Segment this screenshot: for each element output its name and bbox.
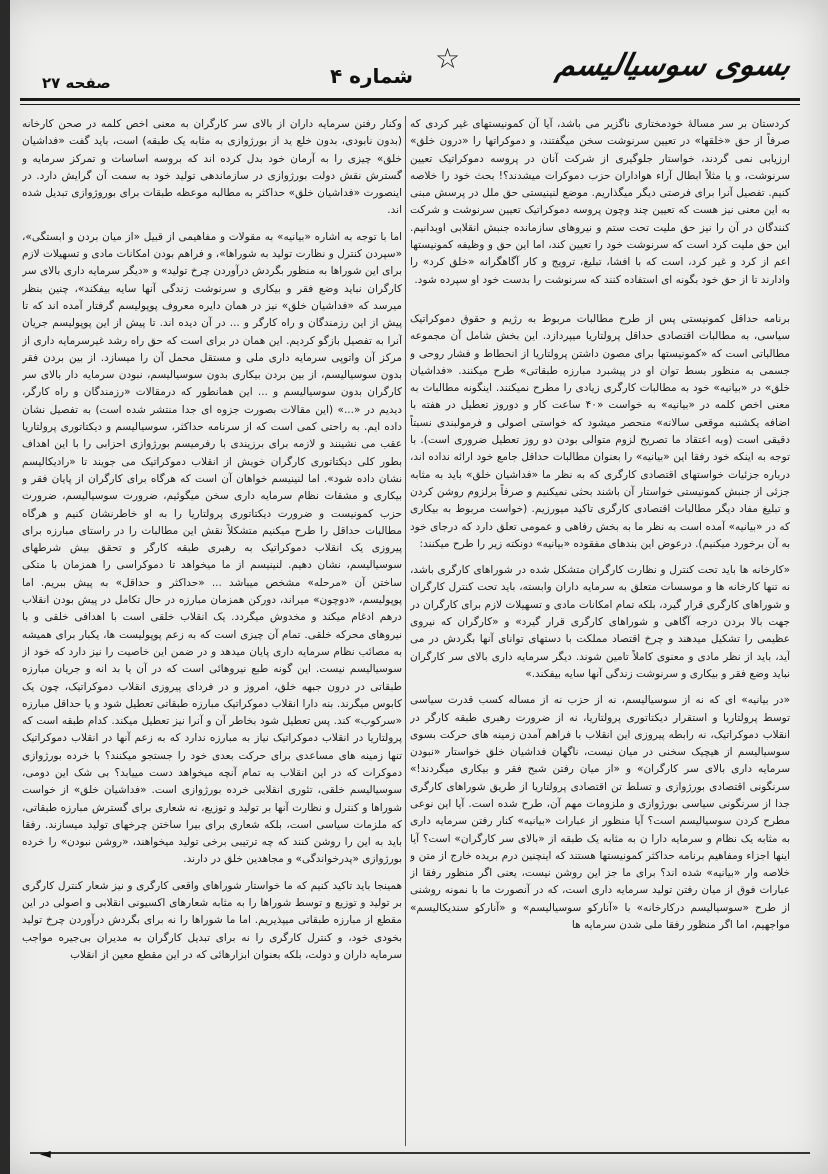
right-column <box>410 116 790 1146</box>
scan-edge <box>0 0 10 1174</box>
footer-rule <box>30 1152 810 1154</box>
column-divider <box>405 116 406 1146</box>
left-column <box>22 116 402 1156</box>
masthead-title: بسوی سوسیالیسم <box>552 48 794 83</box>
issue-number: شماره ۴ <box>330 64 414 88</box>
paragraph: کردستان بر سر مسالهٔ خودمختاری ناگزیر می باشد، آیا آن کمونیستهای غیر کردی که صرفاً از حق «خلقها» در تعیین سرنوشت سخن میگفتند، و دموکراتها را «درون خلق» ارزیابی نمی گردند، خواستار جلوگیری از شرکت آنان در پروسه دموکراتیک تعیین سرنوشت، و یا مثلاً ابطال آراء هواداران حزب دموکرات میشدند؟! بحث خود را خلاصه کنیم. تفصیل آنرا برای فرصتی دیگر میگذاریم. موضع لنینیستی حق ملل در پرسش مبنی به این معنی نیز هست که تعیین چند وچون پروسه دموکراتیک تعیین سرنوشت و شرکت کنندگان در آن را نیز حق ملیت تحت ستم و نیروهای سازمانده جنبش انقلابی اوبدانیم. این حق ملیت کرد است که سرنوشت خود را تعیین کند، اما این حق و وظیفه کمونیستها اعم از کرد و غیر کرد، است که با افشا، تبلیغ، ترویج و کار آگاهگرانه «خلق کرد» را وادارند تا از حق خود بگونه ای استفاده کنند که سرنوشت را بدست خود او سپرده شود. <box>410 118 790 286</box>
paragraph: همینجا باید تاکید کنیم که ما خواستار شوراهای واقعی کارگری و نیز شعار کنترل کارگری بر تولید و توزیع و توسط شوراها را به مثابه شعارهای اکسیونی انقلابی و اصولی در این مقطع از مبارزه طبقاتی میپذیریم. اما ما شوراها را نه برای بگردش درآوردن چرخ تولید بخودی خود، و کنترل کارگری را نه برای تبدیل کارگران به مدیران بی‌جیره مواجب سرمایه داران و دولت، بلکه بعنوان ابزارهائی که در این مقطع معین از انقلاب <box>22 879 402 961</box>
header-rule-thin <box>20 104 800 105</box>
arrow-left-icon: ◄ <box>40 1146 51 1162</box>
header-rule <box>20 98 800 101</box>
paragraph: اما با توجه به اشاره «بیانیه» به مقولات و مفاهیمی از قبیل «از میان بردن و ابستگی»، «سپردن کنترل و نظارت تولید به شوراها»، و فراهم بودن امکانات مادی و تسهیلات لازم برای این شوراها به منظور بگردش درآوردن چرخ تولید» و «دیگر سرمایه داری بالای سر کارگران نباید وضع فقر و بیکاری و سرنوشت زندگی آنها سایه بیفکند»، چنین بنظر میرسد که «فداشیان خلق» نیز در همان دایره معروف پوپولیسم گرفتار آمده اند که تا پیش از این رزمندگان و راه کارگر و ... در آن دیده اند. تا پیش از این پوپولیسم جریان آنرا به تفصیل بازگو کردیم. این همان در برای است که حق راه رشد غیرسرمایه داری از مرکز آن واتوپی سرمایه داری ملی و مستقل محمل آن را میسازد. از بین بردن فقر بدون سوسیالیسم، از بین بردن بیکاری بدون سوسیالیسم، نبودن سرمایه دار بالای سر کارگران بدون سوسیالیسم و ... این همانطور که درمقالات «رزمندگان و راه کارگر، دیدیم در «...» (این مقالات بصورت جزوه ای جدا منتشر شده است) به تفصیل نشان داده ایم. به راحتی کمی است که از سرنامه حداکثر، سوسیالیسم و دیکتاتوری پرولتاریا عقب می نشینند و لازمه برای برزیندی با رفرمیسم بورژوازی احزابی را با این اهداف بطور کلی دیکتاتوری کارگران خویش از انقلاب دموکراتیک می جویند تا «رادیکالیسم نشان داده شود». اما لنینیسم خواهان آن است که هرگاه برای کارگران از پایان فقر و بیکاری و مشقات نظام سرمایه داری سخن میگوئیم، ضرورت سوسیالیسم، ضرورت حزب کمونیست و ضرورت دیکتاتوری پرولتاریا را به او خاطرنشان کنیم و هرگاه مطالبات حداقل را طرح میکنیم متشکلاً نقش این مطالبات را در راستای مبارزه برای پیروزی یک انقلاب دموکراتیک به رهبری طبقه کارگر و تحقق بیش شرطهای سوسیالیسم، نشان دهیم. لنینیسم از ما میخواهد تا دموکراسی را همزمان با متکی ساختن آن «مرحله» مشخص میباشد ... «حداکثر و حداقل» به پیش ببریم. اما پوپولیسم، «دوچون» میراند، دورکن همزمان مبارزه در حال تکامل در پیش بودن انقلاب درهم ادغام میکند و مخدوش میگردد. یک انقلاب خلقی است با اهدافی خلقی و با نیروهای محرکه خلقی. تمام آن چیزی است که به زعم پوپولیست ها، یکبار برای همیشه به مصائب نظام سرمایه داری پایان میدهد و در ضمن این خاصیت را نیز دارد که خود از سوسیالیسم نیست. این گونه طبع نیروهائی است که در آن یا بد انه و جریان مبارزه طبقاتی در درون جبهه خلق، امروز و در فردای پیروزی انقلاب دموکراتیک، چون یک کابوس میگرند. بنه دارا انقلاب دموکراتیک مبارزه طبقاتی تعطیل شود و یا حداقل مبارزه «سرکوب» کند. پس تعطیل شود بخاطر آن و آنرا نیز تعطیل میکند. کدام طبقه است که پرولتاریا در انقلاب دموکراتیک نیاز به مبارزه ندارد که به زعم آنها در انقلاب دموکراتیک تنها زمینه های مساعدی برای حرکت بعدی خود را جستجو میکنند؟ با خرده بورژوازی دموکرات که در این انقلاب به تمام آنچه میخواهد دست مییابد؟ بی شک این دومی، سوسیالیسم خلقی، تئوری انقلابی خرده بورژوازی است. «فداشیان خلق» از خواست شوراها و کنترل و نظارت آنها بر تولید و توزیع، نه شعاری برای گسترش مبارزه طبقاتی، که ملزمات سیاسی است، بلکه شعاری برای بیرا ساختن چرخهای تولید میسازند. رفقا باید به این را روشن کنند که چه ترتیبی برخی تولید میخواهند، «روشن نبودن» را خرده بورژوازی «پدرخواندگی» و مجاهدین خلق در دارند. <box>22 230 402 866</box>
paragraph: برنامه حداقل کمونیستی پس از طرح مطالبات مربوط به رژیم و حقوق دموکراتیک سیاسی، به مطالبات اقتصادی حداقل پرولتاریا میپردازد. این بخش شامل آن مجموعه مطالباتی است که «کمونیستها برای مصون داشتن پرولتاریا از انحطاط و فشار روحی و جسمی به منظور بسط توان او در پیشبرد مبارزه طبقاتی» طرح میکنند. «فداشیان خلق» در «بیانیه» خود به مطالبات کارگری زیادی را مطرح نمیکنند. اینگونه مطالبات به معنی اخص کلمه در «بیانیه» به خواست «۴۰ ساعت کار و دوروز تعطیل در هفته با اضافه یکشنبه موقعی سالانه» منحصر میشود که خواستی اصولی و فرمولبندی نسبتاً دقیقی است (وبه اعتقاد ما تصریح لزوم متوالی بودن دو روز تعطیل ضروری است). با توجه به اینکه خود رفقا این «بیانیه» را بعنوان مطالبات حداقل جامع خود ارائه نداده اند، درباره جزئیات خواستهای اقتصادی کارگری که به نظر ما «فداشیان خلق» باید به مثابه جزئی از جنبش کمونیستی خواستار آن باشند بحثی نمیکنیم و صرفاً برلزوم روشن کردن و تبلیغ مفاد دیگر مطالبات اقتصادی کارگری تاکید میورزیم. (خواست مربوط به بیکاری که در «بیانیه» آمده است به نظر ما به بخش رفاهی و عمومی تعلق دارد که درجای خود به آن برخورد میکنیم). درعوض این بندهای مفقوده «بیانیه» دونکته زیر را طرح میکنند: <box>410 312 790 550</box>
paragraph: «کارخانه ها باید تحت کنترل و نظارت کارگران متشکل شده در شوراهای کارگری باشد، نه تنها کارخانه ها و موسسات متعلق به سرمایه داران وابسته، باید تحت کنترل کارگران و شوراهای کارگری قرار گیرد، بلکه تمام امکانات مادی و تسهیلات لازم برای کارگران در جهت بالا بردن درجه آگاهی و شوراهای کارگری قرار گیرد» و «کارگران که نیروی عظیمی را تشکیل میدهند و چرخ اقتصاد مملکت با دستهای توانای آنها بگردش در می آید، باید از نظر مادی و معنوی کاملاً تامین شوند. دیگر سرمایه داری بالای سر کارگران نباید وضع فقر و بیکاری و سرنوشت زندگی آنها سایه بیفکند.» <box>410 564 790 680</box>
paragraph: «در بیانیه» ای که نه از سوسیالیسم، نه از حزب نه از مساله کسب قدرت سیاسی توسط پرولتاریا و استقرار دیکتاتوری پرولتاریا، نه از ضرورت رهبری طبقه کارگر در انقلاب دموکراتیک، نه رابطه پیروزی این انقلاب با فراهم آمدن زمینه های حرکت بسوی سوسیالیسم از هیچیک سخنی در میان نیست، ناگهان فداشیان خلق خواستار «نبودن سرمایه داری بالای سر کارگران» و «از میان رفتن شبح فقر و بیکاری میگردند!» سرنگونی اقتصادی بورژوازی و تسلط تن اقتصادی پرولتاریا از طریق شوراهای کارگری جدا از سرنگونی سیاسی بورژوازی و ملزومات مهم آن، طرح شده است. آیا این نوعی مطرح کردن سوسیالیسم است؟ آیا منظور از عبارات «بیانیه» کنار رفتن سرمایه داری به مثابه یک نظام و سرمایه دارا ن به مثابه یک طبقه از «بالای سر کارگران» است؟ آیا اینها اجزاء ومفاهیم برنامه حداکثر کمونیستها هستند که اینچنین درم بریده خارج از متن و خلاصه وار «بیانیه» شده اند؟ برای ما جز این روشن نیست، یعنی اگر منظور رفقا از عبارات فوق از میان رفتن تولید سرمایه داری است، که در آنصورت ما با نمونه روشنی از طرح «سوسیالیسم درکارخانه» با «آنارکو سوسیالیسم» و «آنارکو سندیکالیسم» مواجهیم، اما اگر منظور رفقا ملی شدن سرمایه ها <box>410 694 790 932</box>
paragraph: وکنار رفتن سرمایه داران از بالای سر کارگران به معنی اخص کلمه در صحن کارخانه (بدون نابودی، بدون خلع ید از بورژوازی به مثابه یک طبقه) است، باید گفت «فداشیان خلق» چیزی را به آرمان خود بدل کرده اند که بروسه اساسات و تمرکز سرمایه و گسترش نقش دولت بورژوازی در سازماندهی تولید خود به سمت آن گرایش دارد. در اینصورت «فداشیان خلق» حداکثر به مطالبه موعظه طبقات برای بوروژوازی تبدیل شده اند. <box>22 118 402 217</box>
star-icon: ☆ <box>435 42 461 75</box>
page-number: صفحه ۲۷ <box>42 74 111 92</box>
